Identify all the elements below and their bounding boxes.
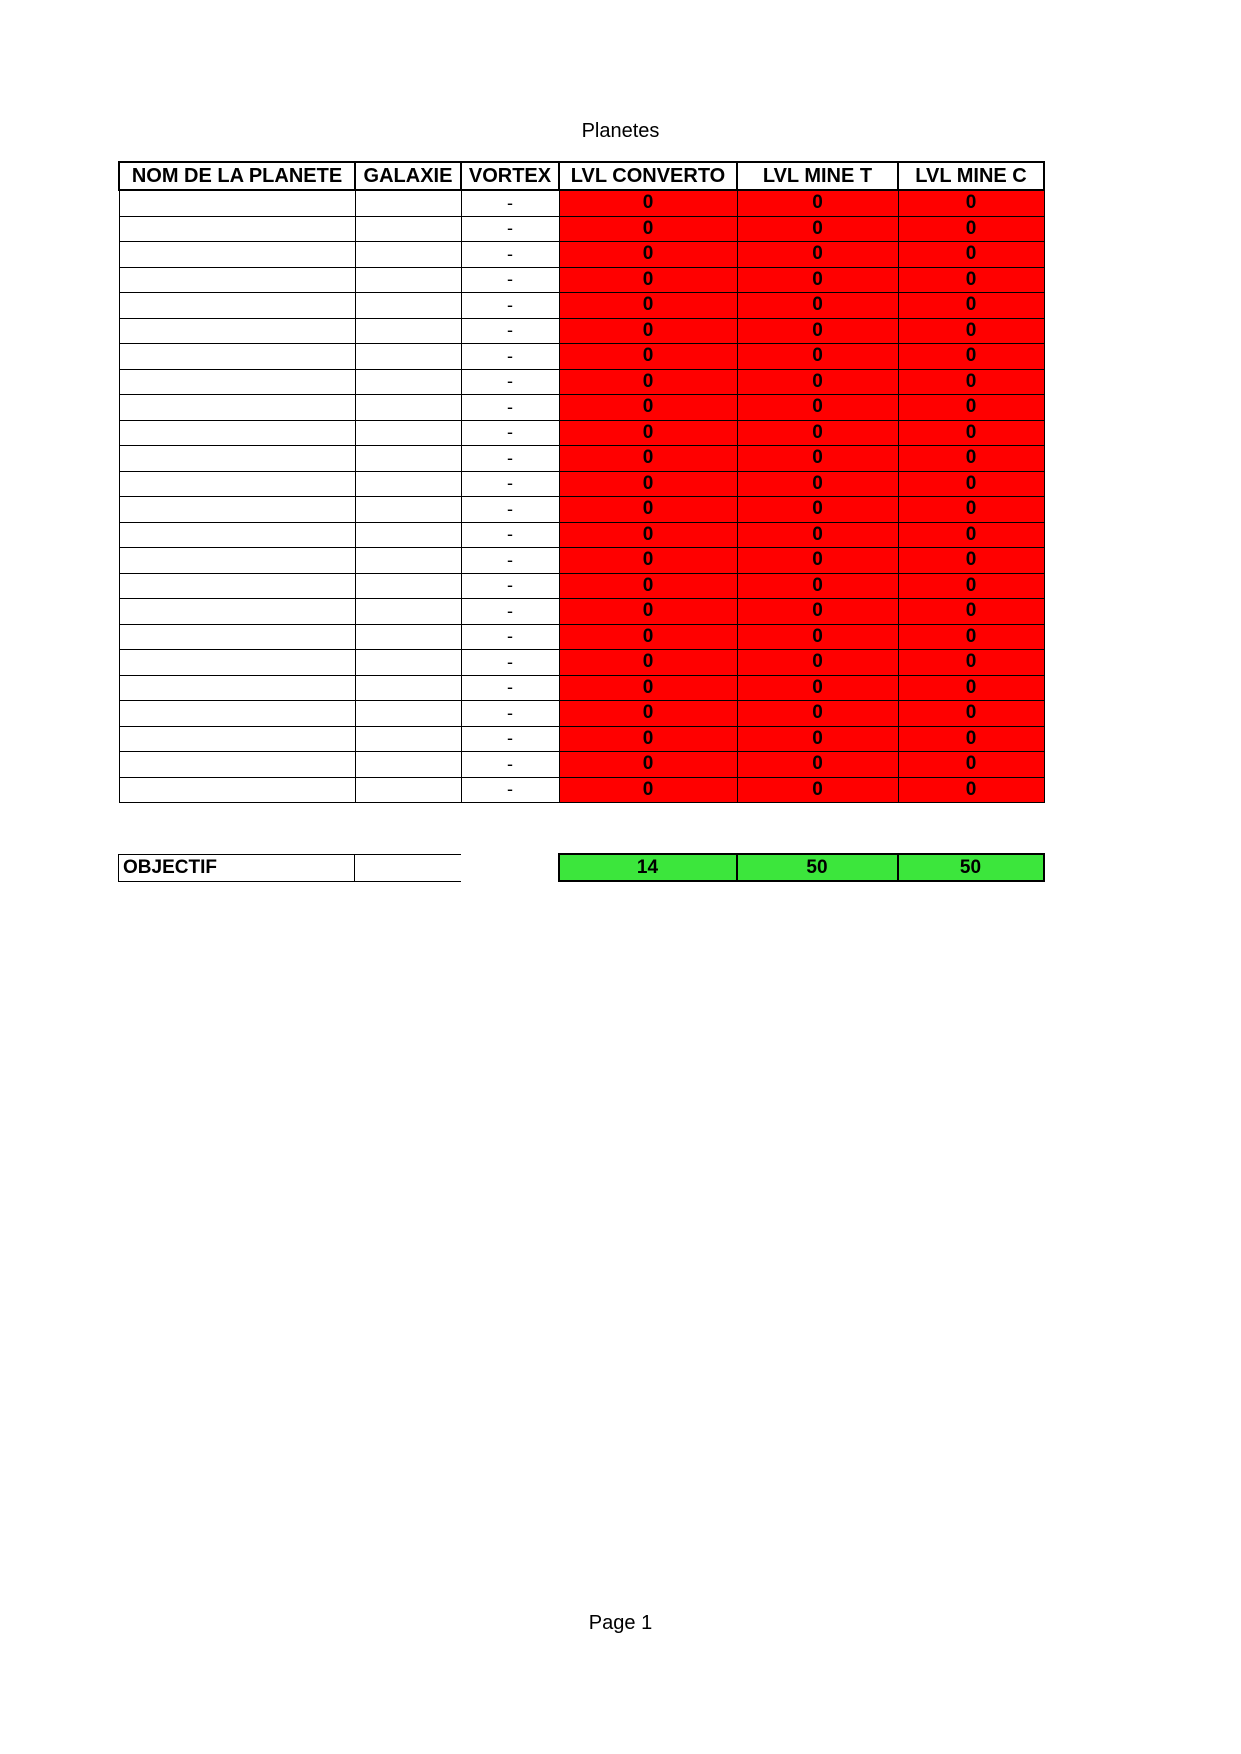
lvl-mine-c-cell[interactable]: 0 (898, 395, 1044, 421)
lvl-mine-c-cell[interactable]: 0 (898, 752, 1044, 778)
lvl-converto-cell[interactable]: 0 (559, 675, 737, 701)
table-row (119, 752, 1044, 778)
vortex-cell: - (461, 216, 559, 242)
objective-galaxy-cell[interactable] (355, 854, 461, 881)
table-row (119, 471, 1044, 497)
table-row (119, 395, 1044, 421)
lvl-mine-t-cell[interactable]: 0 (737, 420, 898, 446)
galaxy-cell[interactable] (355, 446, 461, 472)
galaxy-cell[interactable] (355, 599, 461, 625)
galaxy-cell[interactable] (355, 369, 461, 395)
planet-name-cell[interactable] (119, 420, 355, 446)
table-header-row (119, 162, 1044, 190)
lvl-mine-t-cell[interactable]: 0 (737, 675, 898, 701)
galaxy-cell[interactable] (355, 267, 461, 293)
table-row (119, 777, 1044, 803)
lvl-mine-c-cell[interactable]: 0 (898, 318, 1044, 344)
lvl-converto-cell[interactable]: 0 (559, 573, 737, 599)
galaxy-cell[interactable] (355, 242, 461, 268)
planet-name-cell[interactable] (119, 190, 355, 216)
galaxy-cell[interactable] (355, 420, 461, 446)
vortex-cell: - (461, 293, 559, 319)
table-row (119, 701, 1044, 727)
planet-name-cell[interactable] (119, 344, 355, 370)
galaxy-cell[interactable] (355, 395, 461, 421)
lvl-mine-t-cell[interactable]: 0 (737, 522, 898, 548)
page-title: Planetes (581, 120, 660, 142)
lvl-converto-cell[interactable]: 0 (559, 471, 737, 497)
lvl-converto-cell[interactable]: 0 (559, 318, 737, 344)
lvl-mine-t-cell[interactable]: 0 (737, 344, 898, 370)
lvl-mine-t-cell[interactable]: 0 (737, 701, 898, 727)
lvl-converto-cell[interactable]: 0 (559, 216, 737, 242)
lvl-mine-c-cell[interactable]: 0 (898, 701, 1044, 727)
galaxy-cell[interactable] (355, 497, 461, 523)
lvl-mine-c-cell[interactable]: 0 (898, 446, 1044, 472)
galaxy-cell[interactable] (355, 293, 461, 319)
vortex-cell: - (461, 318, 559, 344)
lvl-mine-t-cell[interactable]: 0 (737, 497, 898, 523)
galaxy-cell[interactable] (355, 216, 461, 242)
lvl-mine-c-cell[interactable]: 0 (898, 573, 1044, 599)
lvl-converto-cell[interactable]: 0 (559, 344, 737, 370)
lvl-converto-cell[interactable]: 0 (559, 777, 737, 803)
lvl-mine-c-cell[interactable]: 0 (898, 777, 1044, 803)
lvl-converto-cell[interactable]: 0 (559, 624, 737, 650)
lvl-mine-t-cell[interactable]: 0 (737, 548, 898, 574)
lvl-mine-t-cell[interactable]: 0 (737, 752, 898, 778)
table-row (119, 497, 1044, 523)
galaxy-cell[interactable] (355, 675, 461, 701)
vortex-cell: - (461, 497, 559, 523)
lvl-converto-cell[interactable]: 0 (559, 446, 737, 472)
lvl-converto-cell[interactable]: 0 (559, 726, 737, 752)
table-row (119, 216, 1044, 242)
lvl-mine-c-cell[interactable]: 0 (898, 548, 1044, 574)
lvl-mine-t-cell[interactable]: 0 (737, 573, 898, 599)
column-header-vortex: VORTEX (461, 162, 559, 190)
galaxy-cell[interactable] (355, 777, 461, 803)
table-row (119, 446, 1044, 472)
planet-name-cell[interactable] (119, 548, 355, 574)
planet-name-cell[interactable] (119, 318, 355, 344)
lvl-converto-cell[interactable]: 0 (559, 420, 737, 446)
table-row (119, 599, 1044, 625)
table-row (119, 675, 1044, 701)
vortex-cell: - (461, 726, 559, 752)
planet-name-cell[interactable] (119, 395, 355, 421)
planet-name-cell[interactable] (119, 446, 355, 472)
lvl-mine-c-cell[interactable]: 0 (898, 216, 1044, 242)
planet-name-cell[interactable] (119, 777, 355, 803)
planet-name-cell[interactable] (119, 471, 355, 497)
lvl-mine-c-cell[interactable]: 0 (898, 675, 1044, 701)
lvl-converto-cell[interactable]: 0 (559, 752, 737, 778)
planet-name-cell[interactable] (119, 624, 355, 650)
lvl-mine-t-cell[interactable]: 0 (737, 318, 898, 344)
lvl-mine-t-cell[interactable]: 0 (737, 446, 898, 472)
galaxy-cell[interactable] (355, 650, 461, 676)
lvl-converto-cell[interactable]: 0 (559, 650, 737, 676)
table-row (119, 420, 1044, 446)
vortex-cell: - (461, 446, 559, 472)
table-row (119, 190, 1044, 216)
lvl-mine-t-cell[interactable]: 0 (737, 624, 898, 650)
planet-name-cell[interactable] (119, 522, 355, 548)
column-header-lvl-mine-c: LVL MINE C (898, 162, 1044, 190)
galaxy-cell[interactable] (355, 726, 461, 752)
galaxy-cell[interactable] (355, 471, 461, 497)
galaxy-cell[interactable] (355, 522, 461, 548)
planet-name-cell[interactable] (119, 497, 355, 523)
vortex-cell: - (461, 242, 559, 268)
galaxy-cell[interactable] (355, 344, 461, 370)
lvl-converto-cell[interactable]: 0 (559, 522, 737, 548)
lvl-mine-c-cell[interactable]: 0 (898, 497, 1044, 523)
vortex-cell: - (461, 624, 559, 650)
lvl-mine-c-cell[interactable]: 0 (898, 522, 1044, 548)
lvl-mine-c-cell[interactable]: 0 (898, 726, 1044, 752)
vortex-cell: - (461, 777, 559, 803)
lvl-converto-cell[interactable]: 0 (559, 599, 737, 625)
vortex-cell: - (461, 190, 559, 216)
vortex-cell: - (461, 420, 559, 446)
planet-name-cell[interactable] (119, 216, 355, 242)
column-header-galaxy: GALAXIE (355, 162, 461, 190)
page-number: Page 1 (588, 1612, 653, 1634)
lvl-converto-cell[interactable]: 0 (559, 242, 737, 268)
vortex-cell: - (461, 573, 559, 599)
planet-name-cell[interactable] (119, 599, 355, 625)
galaxy-cell[interactable] (355, 701, 461, 727)
vortex-cell: - (461, 599, 559, 625)
table-row (119, 548, 1044, 574)
lvl-mine-c-cell[interactable]: 0 (898, 267, 1044, 293)
galaxy-cell[interactable] (355, 752, 461, 778)
lvl-mine-c-cell[interactable]: 0 (898, 420, 1044, 446)
lvl-converto-cell[interactable]: 0 (559, 369, 737, 395)
galaxy-cell[interactable] (355, 624, 461, 650)
column-header-planet-name: NOM DE LA PLANETE (119, 162, 355, 190)
lvl-converto-cell[interactable]: 0 (559, 267, 737, 293)
vortex-cell: - (461, 522, 559, 548)
lvl-mine-c-cell[interactable]: 0 (898, 471, 1044, 497)
planet-name-cell[interactable] (119, 650, 355, 676)
lvl-mine-c-cell[interactable]: 0 (898, 293, 1044, 319)
lvl-mine-t-cell[interactable]: 0 (737, 216, 898, 242)
objective-converto-cell[interactable]: 14 (559, 854, 737, 881)
lvl-mine-c-cell[interactable]: 0 (898, 369, 1044, 395)
column-header-lvl-converto: LVL CONVERTO (559, 162, 737, 190)
table-row (119, 573, 1044, 599)
table-row (119, 624, 1044, 650)
lvl-mine-t-cell[interactable]: 0 (737, 267, 898, 293)
lvl-mine-c-cell[interactable]: 0 (898, 624, 1044, 650)
table-row (119, 726, 1044, 752)
vortex-cell: - (461, 471, 559, 497)
planet-name-cell[interactable] (119, 293, 355, 319)
vortex-cell: - (461, 267, 559, 293)
lvl-converto-cell[interactable]: 0 (559, 190, 737, 216)
lvl-converto-cell[interactable]: 0 (559, 701, 737, 727)
table-row (119, 522, 1044, 548)
lvl-mine-c-cell[interactable]: 0 (898, 242, 1044, 268)
table-row (119, 369, 1044, 395)
lvl-mine-c-cell[interactable]: 0 (898, 650, 1044, 676)
lvl-mine-t-cell[interactable]: 0 (737, 599, 898, 625)
table-row (119, 650, 1044, 676)
vortex-cell: - (461, 395, 559, 421)
lvl-mine-c-cell[interactable]: 0 (898, 190, 1044, 216)
lvl-mine-c-cell[interactable]: 0 (898, 599, 1044, 625)
table-row (119, 267, 1044, 293)
lvl-mine-t-cell[interactable]: 0 (737, 726, 898, 752)
planet-name-cell[interactable] (119, 752, 355, 778)
planet-name-cell[interactable] (119, 369, 355, 395)
table-body (119, 190, 1044, 803)
lvl-mine-t-cell[interactable]: 0 (737, 242, 898, 268)
planets-table (118, 161, 1045, 803)
lvl-mine-t-cell[interactable]: 0 (737, 190, 898, 216)
table-row (119, 293, 1044, 319)
table-row (119, 318, 1044, 344)
objective-row (119, 854, 1044, 881)
table-row (119, 344, 1044, 370)
galaxy-cell[interactable] (355, 190, 461, 216)
lvl-converto-cell[interactable]: 0 (559, 395, 737, 421)
column-header-lvl-mine-t: LVL MINE T (737, 162, 898, 190)
galaxy-cell[interactable] (355, 573, 461, 599)
planet-name-cell[interactable] (119, 675, 355, 701)
lvl-mine-c-cell[interactable]: 0 (898, 344, 1044, 370)
planet-name-cell[interactable] (119, 726, 355, 752)
vortex-cell: - (461, 650, 559, 676)
planet-name-cell[interactable] (119, 573, 355, 599)
galaxy-cell[interactable] (355, 318, 461, 344)
lvl-mine-t-cell[interactable]: 0 (737, 293, 898, 319)
table-row (119, 242, 1044, 268)
lvl-mine-t-cell[interactable]: 0 (737, 777, 898, 803)
lvl-mine-t-cell[interactable]: 0 (737, 395, 898, 421)
lvl-mine-t-cell[interactable]: 0 (737, 369, 898, 395)
vortex-cell: - (461, 369, 559, 395)
objective-spacer (461, 854, 559, 881)
objective-mine-c-cell[interactable]: 50 (898, 854, 1044, 881)
lvl-converto-cell[interactable]: 0 (559, 548, 737, 574)
galaxy-cell[interactable] (355, 548, 461, 574)
objective-mine-t-cell[interactable]: 50 (737, 854, 898, 881)
planet-name-cell[interactable] (119, 701, 355, 727)
vortex-cell: - (461, 701, 559, 727)
objective-label: OBJECTIF (119, 854, 355, 881)
lvl-mine-t-cell[interactable]: 0 (737, 650, 898, 676)
planet-name-cell[interactable] (119, 242, 355, 268)
planet-name-cell[interactable] (119, 267, 355, 293)
lvl-mine-t-cell[interactable]: 0 (737, 471, 898, 497)
vortex-cell: - (461, 675, 559, 701)
lvl-converto-cell[interactable]: 0 (559, 497, 737, 523)
lvl-converto-cell[interactable]: 0 (559, 293, 737, 319)
objective-table (118, 853, 1045, 882)
vortex-cell: - (461, 344, 559, 370)
vortex-cell: - (461, 752, 559, 778)
vortex-cell: - (461, 548, 559, 574)
